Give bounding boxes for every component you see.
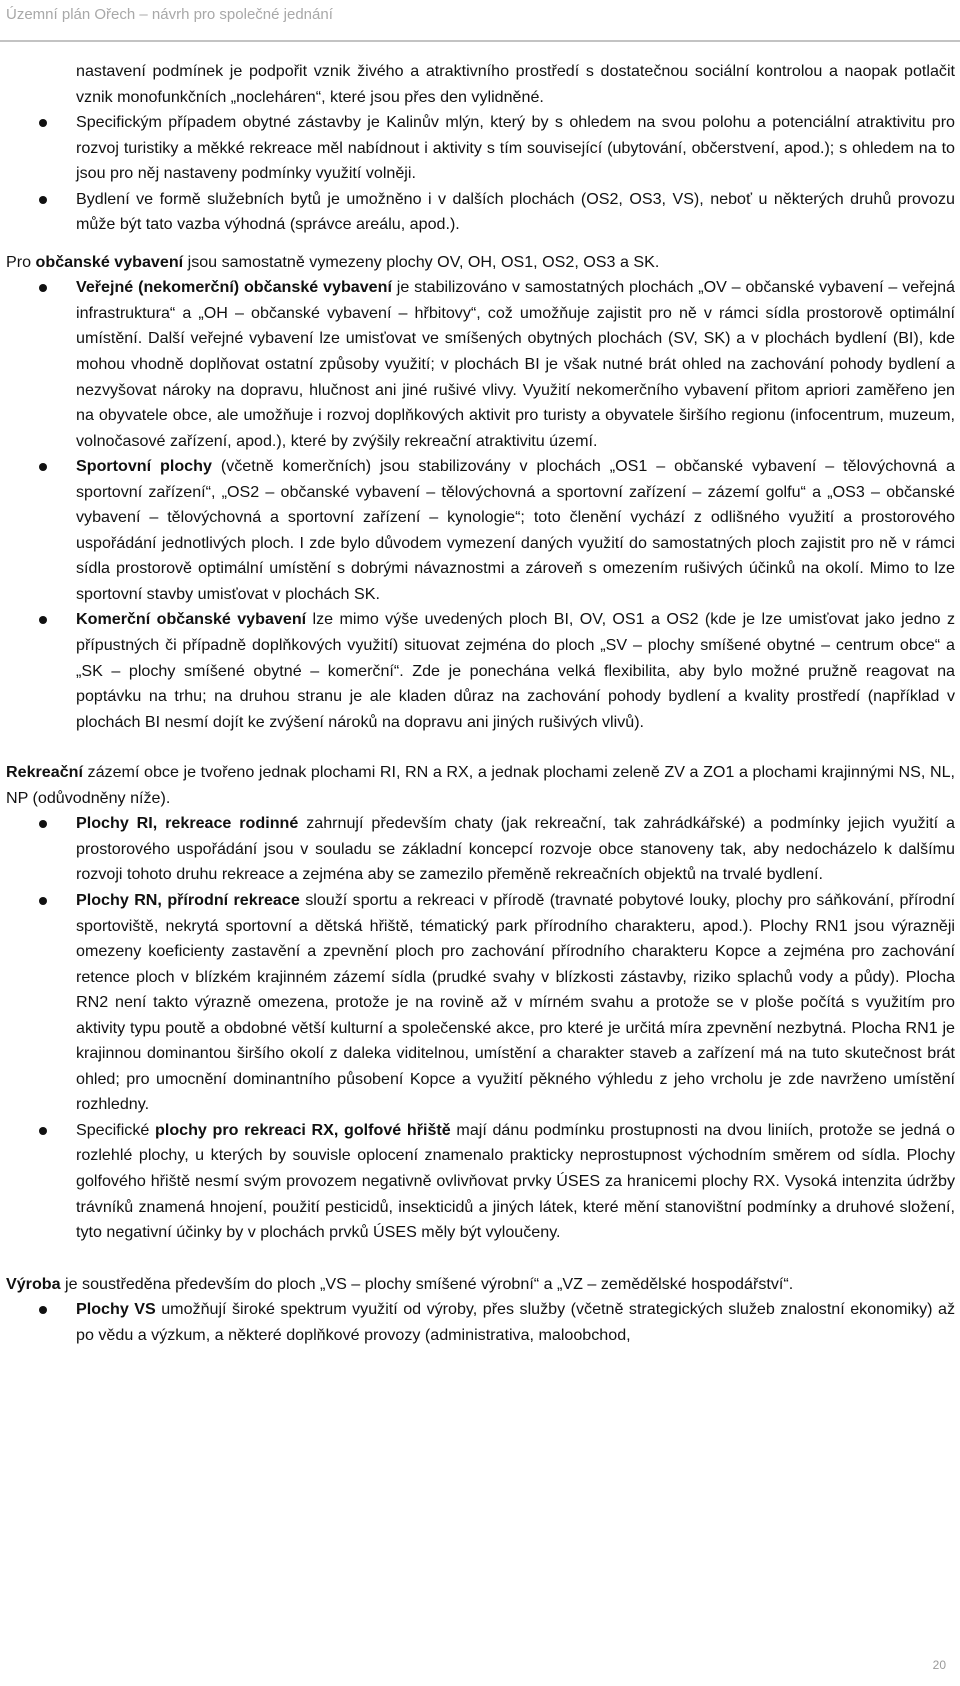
list-item-text: Bydlení ve formě služebních bytů je umožněno i v dalších plochách (OS2, OS3, VS), neboť u některých druhů provozu může být tato vazba výhodná (správce areálu, apod.). <box>76 189 955 234</box>
header-divider <box>0 40 960 42</box>
bullet-icon <box>39 196 47 204</box>
list-item-text: Specifické <box>76 1120 156 1139</box>
list-item <box>6 275 955 454</box>
list-item <box>6 1297 955 1348</box>
civic-bullet-list <box>6 275 955 735</box>
list-item-term: Komerční občanské vybavení <box>76 610 307 629</box>
list-item-text: Specifickým případem obytné zástavby je Kalinův mlýn, který by s ohledem na svou polohu a potenciální atraktivitu pro rozvoj turistiky a měkké rekreace měl nabídnout i aktivity s tím související (ubytování, občerstvení, apod.); s ohledem na to jsou pro něj nastaveny podmínky využití volněji. <box>76 113 955 183</box>
bullet-icon <box>39 616 47 624</box>
list-item <box>6 811 955 888</box>
lead-text: jsou samostatně vymezeny plochy OV, OH, OS1, OS2, OS3 a SK. <box>183 252 660 271</box>
list-item-text: slouží sportu a rekreaci v přírodě (travnaté pobytové louky, plochy pro sáňkování, přírodní sportoviště, nekrytá sportovní a dětská hřiště, tématický park přírodního charakteru, apod.). Plochy RN1 jsou výrazněji omezeny koeficienty zastavění a zpevnění ploch pro zachování přírodního charakteru Kopce a zejména pro zachování retence ploch v blízkém krajinném zázemí sídla (prudké svahy v blízkosti zástavby, riziko splachů vody a půdy). Plocha RN2 není takto výrazně omezena, protože je na rovině až v mírném svahu a protože se v ploše počítá s využitím pro aktivity typu poutě a obdobné větší kulturní a společenské akce, pro které je určitá míra zpevnění nezbytná. Plocha RN1 je krajinnou dominantou širšího okolí z daleka viditelnou, umístění a charakter staveb a zařízení má na tuto skutečnost brát ohled; pro umocnění dominantního působení Kopce a využití pěkného výhledu z jeho vrcholu je zde navrženo umístění rozhledny. <box>76 890 956 1114</box>
recreation-bullet-list <box>6 811 955 1245</box>
list-item-text: je stabilizováno v samostatných plochách „OV – občanské vybavení – veřejná infrastruktura“ a „OH – občanské vybavení – hřbitovy“, což umožňuje zajistit pro ně v rámci sídla prostorově optimální umístění. Další veřejné vybavení lze umisťovat ve smíšených obytných plochách (SV, SK) a v plochách bydlení (BI), kde mohou vhodně doplňovat ostatní způsoby využití; v plochách BI je však nutné brát ohled na zachování pohody bydlení a nezvyšovat nároky na dopravu, hlučnost ani jiné rušivé vlivy. Využití nekomerčního vybavení přitom apriori zaměřeno jen na obyvatele obce, ale umožňuje i rozvoj doplňkových aktivit pro turisty a obyvatele širšího regionu (infocentrum, muzeum, volnočasové zařízení, apod.), které by zvýšily rekreační atraktivitu území. <box>76 278 955 450</box>
recreation-lead <box>6 760 955 811</box>
list-item <box>6 454 955 607</box>
list-item-text: mají dánu podmínku prostupnosti na dvou liniích, protože se jedná o rozlehlé plochy, u kterých by souvisle oplocení znamenalo prakticky neprostupnost východním směrem od sídla. Plochy golfového hřiště nesmí svým provozem negativně ovlivňovat prvky ÚSES za hranicemi plochy RX. Vysoká intenzita údržby trávníků znamená hnojení, použití pesticidů, insekticidů a jiných látek, které mění stanovištní podmínky a druhové složení, tyto negativní účinky by v plochách prvků ÚSES měly být vyloučeny. <box>76 1120 955 1242</box>
bullet-icon <box>39 897 47 905</box>
bullet-icon <box>39 284 47 292</box>
lead-term: občanské vybavení <box>35 252 184 271</box>
production-bullet-list <box>6 1297 955 1348</box>
intro-continuation: nastavení podmínek je podpořit vznik živého a atraktivního prostředí s dostatečnou sociální kontrolou a naopak potlačit vznik monofunkčních „nocleháren“, které jsou přes den vylidněné. <box>76 62 955 106</box>
list-item-text: umožňují široké spektrum využití od výroby, přes služby (včetně strategických služeb znalostní ekonomiky) až po vědu a výzkum, a některé doplňkové provozy (administrativa, maloobchod, <box>76 1300 955 1344</box>
list-item <box>6 1118 955 1246</box>
lead-text: zázemí obce je tvořeno jednak plochami RI, RN a RX, a jednak plochami zeleně ZV a ZO1 a plochami krajinnými NS, NL, NP (odůvodněny níže). <box>6 763 955 807</box>
intro-bullet-list <box>6 110 955 238</box>
civic-amenities-lead <box>6 250 955 276</box>
list-item-text: (včetně komerčních) jsou stabilizovány v plochách „OS1 – občanské vybavení – tělovýchovná a sportovní zařízení“, „OS2 – občanské vybavení – tělovýchovná a sportovní zařízení – zázemí golfu“ a „OS3 – občanské vybavení – tělovýchovná a sportovní zařízení – kynologie“; toto členění vychází z odlišného využití a prostorového uspořádání jednotlivých ploch. I zde bylo důvodem vymezení daných využití do samostatných ploch zajistit pro ně v rámci sídla prostorově optimální umístění s dobrými návaznostmi a zároveň s omezením rušivých účinků na okolí. Mimo to lze sportovní stavby umisťovat v plochách SK. <box>76 457 955 603</box>
page-number: 20 <box>932 1658 946 1672</box>
lead-term: Rekreační <box>6 763 83 782</box>
bullet-icon <box>39 1306 47 1314</box>
bullet-icon <box>39 119 47 127</box>
list-item-term: Plochy RI, rekreace rodinné <box>76 814 299 833</box>
list-item-term: plochy pro rekreaci RX, golfové hřiště <box>155 1120 451 1139</box>
lead-text: Pro <box>6 252 36 271</box>
list-item-text: zahrnují především chaty (jak rekreační, tak zahrádkářské) a podmínky jejich využití a prostorového uspořádání jsou v souladu se základní koncepcí rozvoje obce stanoveny tak, aby nedocházelo k dalšímu rozvoji tohoto druhu rekreace a zejména aby se zamezilo přeměně rekreačních objektů na trvalé bydlení. <box>76 814 955 884</box>
list-item-term: Sportovní plochy <box>76 457 212 476</box>
production-lead <box>6 1272 955 1298</box>
list-item <box>6 888 955 1118</box>
document-body <box>6 59 955 1348</box>
list-item <box>6 110 955 187</box>
lead-text: je soustředěna především do ploch „VS – plochy smíšené výrobní“ a „VZ – zemědělské hospodářství“. <box>60 1274 794 1293</box>
list-item <box>6 187 955 238</box>
list-item <box>6 607 955 735</box>
bullet-icon <box>39 820 47 828</box>
bullet-icon <box>39 463 47 471</box>
list-item-term: Plochy RN, přírodní rekreace <box>76 890 300 909</box>
bullet-icon <box>39 1127 47 1135</box>
list-item-term: Plochy VS <box>76 1300 156 1319</box>
lead-term: Výroba <box>6 1274 61 1293</box>
list-item-text: lze mimo výše uvedených ploch BI, OV, OS1 a OS2 (kde je lze umisťovat jako jedno z přípustných či případně doplňkových využití) situovat zejména do ploch „SV – plochy smíšené obytné – centrum obce“ a „SK – plochy smíšené obytné – komerční“. Zde je ponechána velká flexibilita, aby bylo možné pružně reagovat na poptávku na trhu; na druhou stranu je ale kladen důraz na zachování pohody bydlení a kvality prostředí (například v plochách BI nesmí dojít ke zvýšení nároků na dopravu ani jiných rušivých vlivů). <box>76 610 955 731</box>
list-item-term: Veřejné (nekomerční) občanské vybavení <box>76 278 392 297</box>
document-header: Územní plán Ořech – návrh pro společné jednání <box>6 6 333 23</box>
